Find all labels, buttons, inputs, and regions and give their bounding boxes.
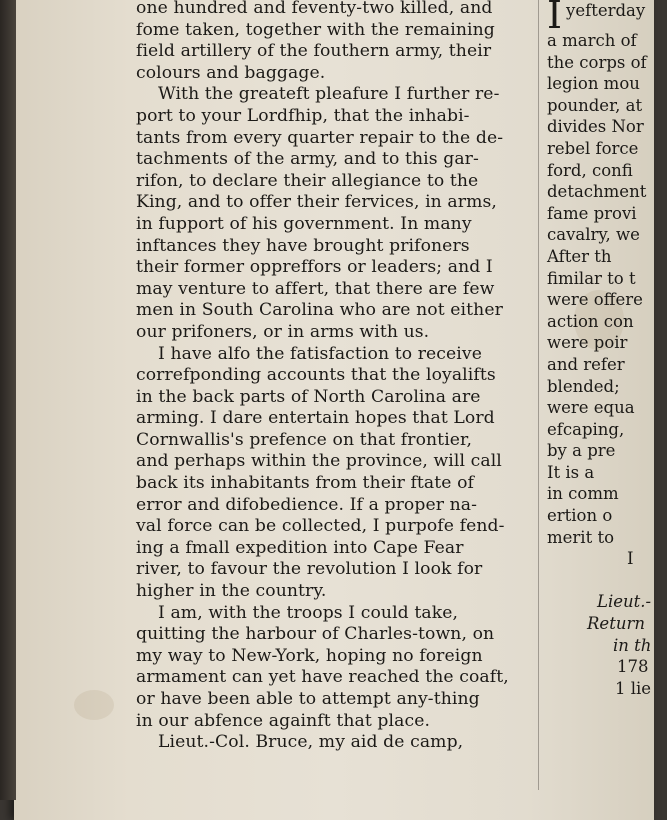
text-line: ertion o <box>547 506 613 526</box>
text-line: and perhaps within the province, will call <box>136 451 502 472</box>
text-line: cavalry, we <box>547 225 640 245</box>
text-line: error and difobedience. If a proper na- <box>136 494 478 515</box>
text-line: I <box>627 549 634 569</box>
main-text-column <box>136 0 544 754</box>
text-line: higher in the country. <box>136 581 327 602</box>
text-line: fimilar to t <box>547 268 636 288</box>
text-line: action con <box>547 311 634 331</box>
text-line: colours and baggage. <box>136 62 326 83</box>
text-line: fome taken, together with the remaining <box>136 19 495 40</box>
text-line: After th <box>547 246 612 266</box>
text-line: my way to New-York, hoping no foreign <box>136 645 483 666</box>
paper-stain <box>74 690 114 720</box>
text-line: King, and to offer their fervices, in arms, <box>136 192 497 213</box>
text-line: pounder, at <box>547 95 643 115</box>
text-line: or have been able to attempt any-thing <box>136 689 480 709</box>
drop-cap: I <box>547 0 563 37</box>
text-line: 178 <box>617 657 649 677</box>
text-line <box>547 570 667 592</box>
text-line: were poir <box>547 333 628 353</box>
text-line: river, to favour the revolution I look for <box>136 559 483 580</box>
text-line: Lieut.- <box>597 592 652 612</box>
text-line: armament can yet have reached the coaft, <box>136 667 509 688</box>
text-line: arming. I dare entertain hopes that Lord <box>136 408 495 429</box>
text-line: rifon, to declare their allegiance to the <box>136 170 479 191</box>
text-line: inftances they have brought prifoners <box>136 235 470 256</box>
text-line: back its inhabitants from their ftate of <box>136 473 475 494</box>
text-line: and refer <box>547 354 625 374</box>
right-text-column <box>547 0 667 699</box>
newspaper-page <box>14 0 654 820</box>
text-line: tants from every quarter repair to the de- <box>136 127 504 148</box>
text-line: men in South Carolina who are not either <box>136 300 503 321</box>
text-line: blended; <box>547 376 620 396</box>
text-line: 1 lie <box>615 678 652 698</box>
text-line: were offere <box>547 290 643 310</box>
page-gutter <box>0 0 16 800</box>
text-line: in comm <box>547 484 619 504</box>
text-line: in fupport of his government. In many <box>136 213 472 234</box>
text-line: port to your Lordfhip, that the inhabi- <box>136 105 470 126</box>
text-line: efcaping, <box>547 419 625 439</box>
text-line: were equa <box>547 398 635 418</box>
text-line: the corps of <box>547 52 647 72</box>
text-line: val force can be collected, I purpofe fend- <box>136 516 505 537</box>
text-line: Iyefterday <box>547 0 646 37</box>
text-line: divides Nor <box>547 117 644 137</box>
text-line: in our abfence againft that place. <box>136 710 431 731</box>
text-line: legion mou <box>547 74 640 94</box>
text-line: fame provi <box>547 203 637 223</box>
column-rule <box>538 0 539 790</box>
text-line: I have alfo the fatisfaction to receive <box>158 343 482 364</box>
text-line: their former oppreffors or leaders; and I <box>136 257 493 278</box>
text-line: quitting the harbour of Charles-town, on <box>136 624 495 645</box>
text-line: Lieut.-Col. Bruce, my aid de camp, <box>158 732 464 753</box>
text-line: a march of <box>547 31 637 50</box>
text-line: detachment <box>547 182 647 202</box>
text-line: Cornwallis's prefence on that frontier, <box>136 429 473 450</box>
text-line: may venture to affert, that there are few <box>136 278 495 299</box>
text-line: With the greateft pleafure I further re- <box>158 84 500 105</box>
text-line: ing a fmall expedition into Cape Fear <box>136 537 464 558</box>
text-line: tachments of the army, and to this gar- <box>136 149 479 170</box>
text-line: ford, confi <box>547 160 633 180</box>
text-line: our prifoners, or in arms with us. <box>136 321 430 342</box>
text-line: in the back parts of North Carolina are <box>136 386 481 407</box>
text-line: in th <box>613 635 652 655</box>
text-line: merit to <box>547 527 615 547</box>
text-line: Return <box>587 614 645 634</box>
text-line: It is a <box>547 462 595 482</box>
text-line: correfponding accounts that the loyalifts <box>136 365 496 386</box>
text-line: I am, with the troops I could take, <box>158 602 459 623</box>
text-line: one hundred and feventy-two killed, and <box>136 0 493 18</box>
text-line: field artillery of the fouthern army, their <box>136 41 492 62</box>
text-line: rebel force <box>547 138 639 158</box>
text-line: by a pre <box>547 441 616 461</box>
